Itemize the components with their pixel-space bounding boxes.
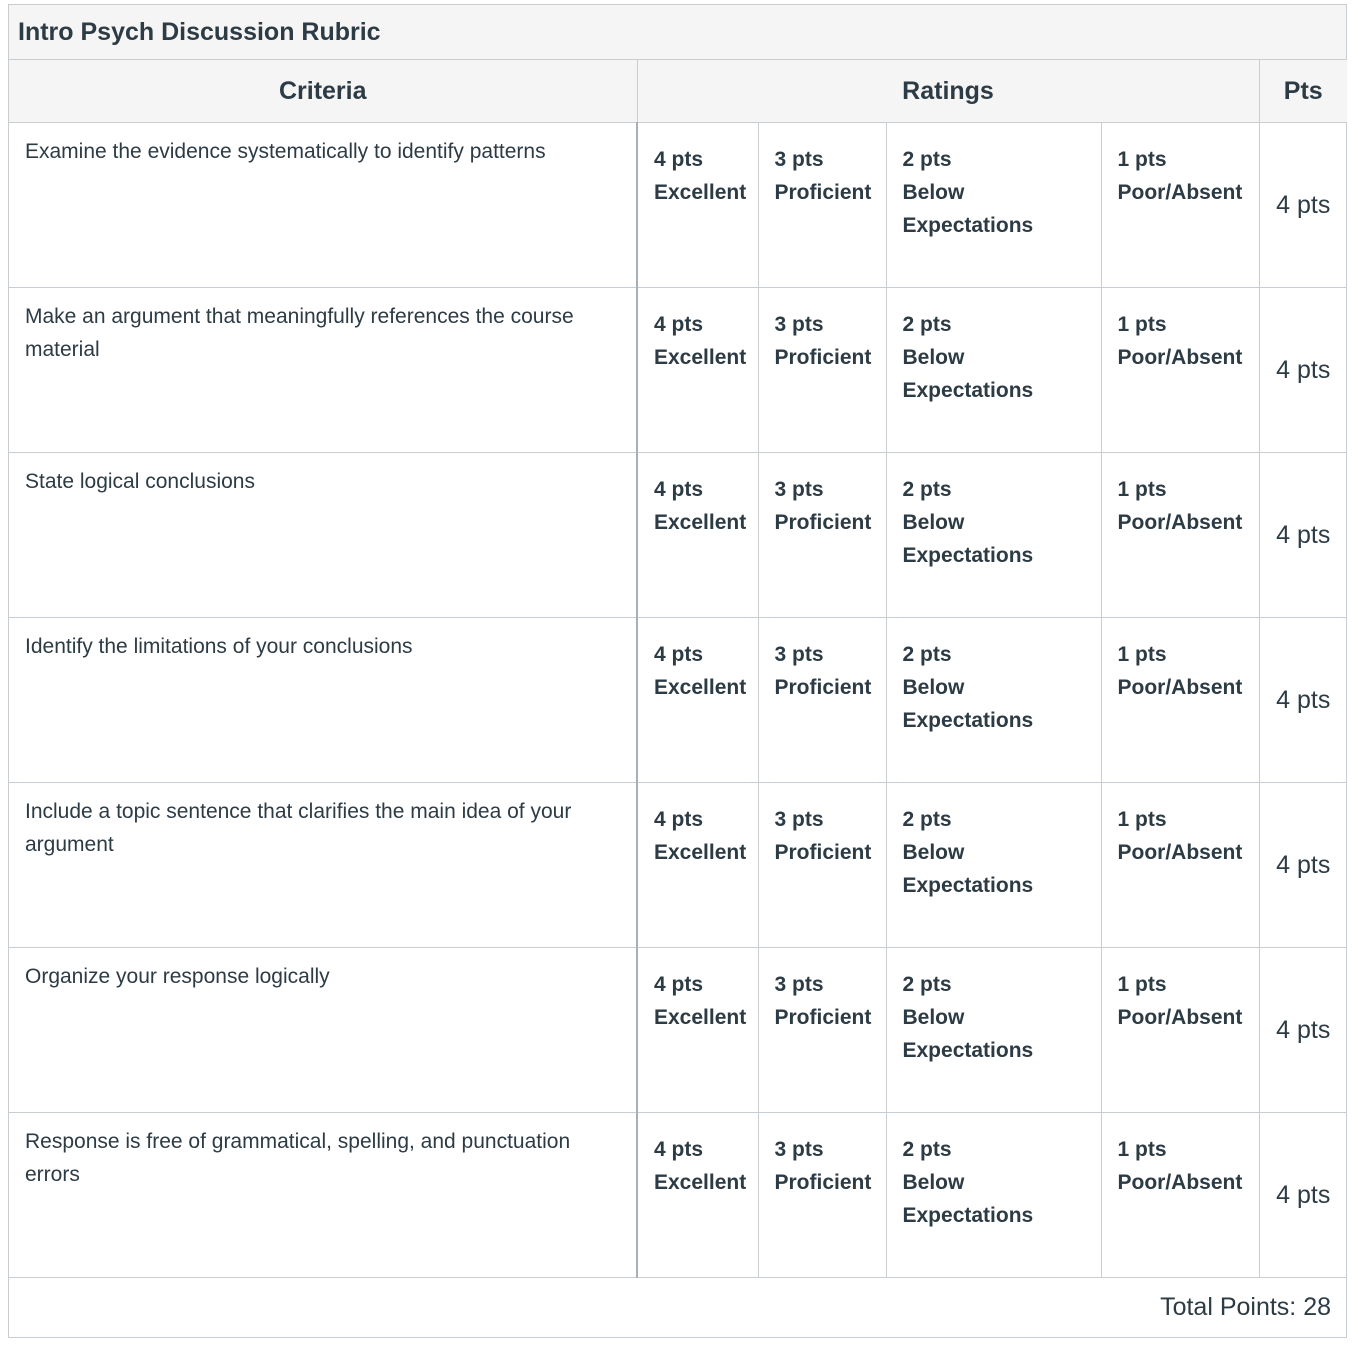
criterion-row bbox=[9, 123, 1347, 288]
criterion-row bbox=[9, 618, 1347, 783]
rating-points: 2 pts bbox=[902, 148, 952, 171]
total-points: Total Points: 28 bbox=[1160, 1293, 1331, 1321]
rubric-title: Intro Psych Discussion Rubric bbox=[9, 5, 1346, 60]
criterion-description: Make an argument that meaningfully references the course material bbox=[9, 288, 637, 453]
rating-cell bbox=[886, 783, 1101, 948]
rating-points: 1 pts bbox=[1117, 148, 1167, 171]
rating-label: Proficient bbox=[774, 1171, 872, 1194]
rating-cell bbox=[637, 618, 758, 783]
rating-points: 1 pts bbox=[1117, 973, 1167, 996]
criterion-row bbox=[9, 783, 1347, 948]
rating-label: Proficient bbox=[774, 511, 872, 534]
rating-points: 1 pts bbox=[1117, 1138, 1167, 1161]
rating-points: 4 pts bbox=[654, 1138, 704, 1161]
rating-cell bbox=[886, 453, 1101, 618]
rating-label: Proficient bbox=[774, 346, 872, 369]
rating-cell bbox=[886, 618, 1101, 783]
rating-cell bbox=[758, 288, 886, 453]
ratings-header: Ratings bbox=[637, 60, 1259, 123]
rubric-table bbox=[9, 60, 1347, 1337]
rating-points: 1 pts bbox=[1117, 808, 1167, 831]
rating-cell bbox=[637, 1113, 758, 1278]
rating-label: Below Expectations bbox=[902, 841, 1034, 897]
rating-label: Below Expectations bbox=[902, 181, 1034, 237]
criterion-description: State logical conclusions bbox=[9, 453, 637, 618]
rating-cell bbox=[886, 288, 1101, 453]
rating-points: 2 pts bbox=[902, 808, 952, 831]
rating-label: Poor/Absent bbox=[1117, 1171, 1243, 1194]
rating-points: 4 pts bbox=[654, 478, 704, 501]
rating-label: Proficient bbox=[774, 181, 872, 204]
total-row bbox=[9, 1278, 1347, 1338]
criterion-description: Identify the limitations of your conclusions bbox=[9, 618, 637, 783]
rating-cell bbox=[1101, 1113, 1259, 1278]
rating-points: 3 pts bbox=[774, 148, 824, 171]
rating-cell bbox=[886, 1113, 1101, 1278]
rubric-body bbox=[9, 123, 1347, 1338]
criterion-description: Examine the evidence systematically to identify patterns bbox=[9, 123, 637, 288]
rating-label: Below Expectations bbox=[902, 676, 1034, 732]
rating-label: Excellent bbox=[654, 1006, 747, 1029]
rating-cell bbox=[637, 783, 758, 948]
rating-label: Below Expectations bbox=[902, 1006, 1034, 1062]
rating-cell bbox=[637, 948, 758, 1113]
rating-label: Proficient bbox=[774, 676, 872, 699]
rating-label: Excellent bbox=[654, 676, 747, 699]
criterion-points: 4 pts bbox=[1259, 618, 1347, 783]
rating-cell bbox=[758, 123, 886, 288]
rating-label: Excellent bbox=[654, 511, 747, 534]
rating-label: Excellent bbox=[654, 181, 747, 204]
criterion-points: 4 pts bbox=[1259, 288, 1347, 453]
criterion-row bbox=[9, 288, 1347, 453]
rubric bbox=[8, 4, 1347, 1338]
rating-cell bbox=[1101, 948, 1259, 1113]
rating-label: Poor/Absent bbox=[1117, 1006, 1243, 1029]
rating-cell bbox=[637, 123, 758, 288]
rating-points: 1 pts bbox=[1117, 313, 1167, 336]
rating-points: 3 pts bbox=[774, 973, 824, 996]
criterion-description: Response is free of grammatical, spelling, and punctuation errors bbox=[9, 1113, 637, 1278]
rating-cell bbox=[886, 123, 1101, 288]
rating-points: 4 pts bbox=[654, 973, 704, 996]
rating-label: Below Expectations bbox=[902, 346, 1034, 402]
criterion-description: Include a topic sentence that clarifies the main idea of your argument bbox=[9, 783, 637, 948]
rating-label: Poor/Absent bbox=[1117, 346, 1243, 369]
rating-cell bbox=[1101, 123, 1259, 288]
rating-label: Excellent bbox=[654, 841, 747, 864]
rating-points: 4 pts bbox=[654, 808, 704, 831]
rating-label: Below Expectations bbox=[902, 1171, 1034, 1227]
rating-cell bbox=[758, 783, 886, 948]
rating-label: Excellent bbox=[654, 346, 747, 369]
rating-points: 1 pts bbox=[1117, 478, 1167, 501]
rating-points: 2 pts bbox=[902, 1138, 952, 1161]
rating-points: 3 pts bbox=[774, 313, 824, 336]
criterion-description: Organize your response logically bbox=[9, 948, 637, 1113]
criterion-row bbox=[9, 948, 1347, 1113]
rating-label: Poor/Absent bbox=[1117, 181, 1243, 204]
criterion-points: 4 pts bbox=[1259, 1113, 1347, 1278]
rating-points: 4 pts bbox=[654, 148, 704, 171]
rating-cell bbox=[637, 453, 758, 618]
rating-points: 2 pts bbox=[902, 313, 952, 336]
rating-label: Below Expectations bbox=[902, 511, 1034, 567]
rating-points: 3 pts bbox=[774, 643, 824, 666]
criterion-points: 4 pts bbox=[1259, 948, 1347, 1113]
rating-cell bbox=[758, 1113, 886, 1278]
rating-label: Proficient bbox=[774, 841, 872, 864]
rating-points: 3 pts bbox=[774, 808, 824, 831]
rating-points: 3 pts bbox=[774, 478, 824, 501]
criterion-row bbox=[9, 1113, 1347, 1278]
rating-cell bbox=[1101, 453, 1259, 618]
rating-points: 2 pts bbox=[902, 478, 952, 501]
rating-cell bbox=[758, 453, 886, 618]
rating-cell bbox=[758, 948, 886, 1113]
rating-points: 4 pts bbox=[654, 643, 704, 666]
rating-label: Poor/Absent bbox=[1117, 511, 1243, 534]
rating-label: Poor/Absent bbox=[1117, 676, 1243, 699]
rating-label: Excellent bbox=[654, 1171, 747, 1194]
rating-cell bbox=[637, 288, 758, 453]
criterion-points: 4 pts bbox=[1259, 783, 1347, 948]
criterion-points: 4 pts bbox=[1259, 123, 1347, 288]
rating-cell bbox=[1101, 783, 1259, 948]
criterion-points: 4 pts bbox=[1259, 453, 1347, 618]
rating-points: 2 pts bbox=[902, 643, 952, 666]
rating-cell bbox=[886, 948, 1101, 1113]
rating-cell bbox=[1101, 618, 1259, 783]
rating-cell bbox=[758, 618, 886, 783]
rating-cell bbox=[1101, 288, 1259, 453]
rating-points: 1 pts bbox=[1117, 643, 1167, 666]
rating-points: 2 pts bbox=[902, 973, 952, 996]
rubric-header-row bbox=[9, 60, 1347, 123]
rating-label: Poor/Absent bbox=[1117, 841, 1243, 864]
rating-label: Proficient bbox=[774, 1006, 872, 1029]
pts-header: Pts bbox=[1259, 60, 1347, 123]
rating-points: 4 pts bbox=[654, 313, 704, 336]
criterion-row bbox=[9, 453, 1347, 618]
rating-points: 3 pts bbox=[774, 1138, 824, 1161]
criteria-header: Criteria bbox=[9, 60, 637, 123]
